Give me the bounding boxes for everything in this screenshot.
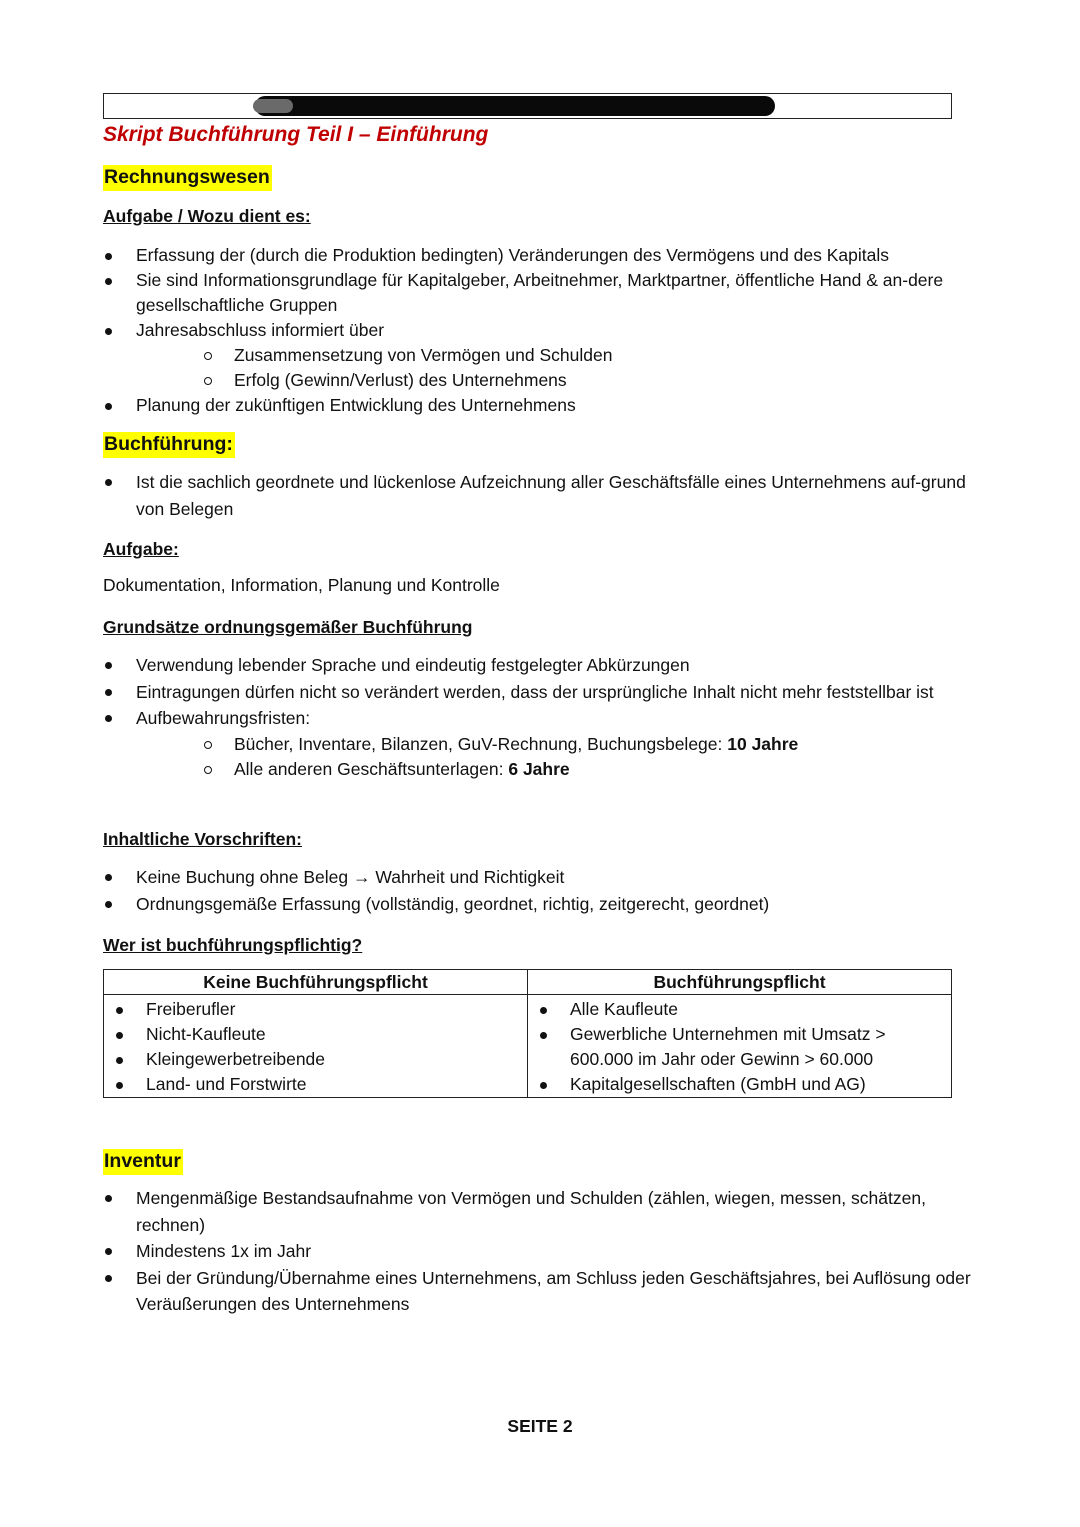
subheading-vorschriften: Inhaltliche Vorschriften: [103,829,303,849]
list-item: Sie sind Informationsgrundlage für Kapitalgeber, Arbeitnehmer, Marktpartner, öffentliche Hand & an-dere gesellschaftliche Gruppen [103,268,966,318]
redaction-bar [255,96,775,116]
subheading-pflicht: Wer ist buchführungspflichtig? [103,935,363,955]
list-item: Gewerbliche Unternehmen mit Umsatz > 600.000 im Jahr oder Gewinn > 60.000 [528,1022,947,1072]
subheading-grundsaetze: Grundsätze ordnungsgemäßer Buchführung [103,617,473,637]
frist-value: 6 Jahre [508,758,570,779]
list-item: Verwendung lebender Sprache und eindeutig festgelegter Abkürzungen [103,652,963,679]
sublist-aufbewahrungsfristen [136,732,963,782]
list-item-label: Jahresabschluss informiert über [136,320,385,340]
frist-value: 10 Jahre [727,733,799,754]
aufgabe-text: Dokumentation, Information, Planung und Kontrolle [103,575,500,595]
list-item: Nicht-Kaufleute [104,1022,523,1047]
sub-list-item: Zusammensetzung von Vermögen und Schulden [201,343,963,368]
list-item: Bei der Gründung/Übernahme eines Unternehmens, am Schluss jeden Geschäftsjahres, bei Auflösung oder Veräußerungen des Unternehmens [103,1265,976,1318]
list-item: Kapitalgesellschaften (GmbH und AG) [528,1072,947,1097]
list-item [103,318,963,393]
list-vorschriften [103,864,963,917]
list-rechnungswesen [103,243,963,418]
list-inventur [103,1185,971,1318]
redaction-bar-edge [253,99,293,113]
list-item [103,705,963,782]
list-item: Land- und Forstwirte [104,1072,523,1097]
sublist-jahresabschluss [136,343,963,393]
heading-rechnungswesen: Rechnungswesen [103,165,272,191]
pflicht-table [103,969,952,1098]
table-header-pflicht: Buchführungspflicht [528,970,952,995]
frist-text: Bücher, Inventare, Bilanzen, GuV-Rechnung, Buchungsbelege: [234,733,728,754]
sub-list-item [201,757,963,782]
subheading-aufgabe: Aufgabe: [103,539,179,559]
frist-text: Alle anderen Geschäftsunterlagen: [234,758,509,779]
list-item: Alle Kaufleute [528,997,947,1022]
document-title: Skript Buchführung Teil I – Einführung [103,123,489,146]
table-cell-keine-pflicht [104,995,528,1098]
table-header-keine-pflicht: Keine Buchführungspflicht [104,970,528,995]
list-item: Ordnungsgemäße Erfassung (vollständig, geordnet, richtig, zeitgerecht, geordnet) [103,891,963,918]
list-item: Erfassung der (durch die Produktion bedingten) Veränderungen des Vermögens und des Kapitals [103,243,963,268]
list-item: Kleingewerbetreibende [104,1047,523,1072]
list-item: Mindestens 1x im Jahr [103,1238,963,1265]
list-grundsaetze [103,652,963,782]
table-cell-pflicht [528,995,952,1098]
list-item: Keine Buchung ohne Beleg → Wahrheit und Richtigkeit [103,864,963,891]
list-item: Ist die sachlich geordnete und lückenlose Aufzeichnung aller Geschäftsfälle eines Unternehmens auf-grund von Belegen [103,469,966,522]
sub-list-item [201,732,963,757]
list-item: Mengenmäßige Bestandsaufnahme von Vermögen und Schulden (zählen, wiegen, messen, schätzen, rechnen) [103,1185,966,1238]
subheading-aufgabe-wozu: Aufgabe / Wozu dient es: [103,206,311,226]
heading-buchfuehrung: Buchführung: [103,432,235,458]
list-item: Eintragungen dürfen nicht so verändert werden, dass der ursprüngliche Inhalt nicht mehr feststellbar ist [103,679,966,706]
page-number: SEITE 2 [507,1416,573,1436]
list-item-label: Aufbewahrungsfristen: [136,708,311,728]
heading-inventur: Inventur [103,1149,183,1175]
list-pflicht [528,997,947,1097]
sub-list-item: Erfolg (Gewinn/Verlust) des Unternehmens [201,368,963,393]
list-keine-pflicht [104,997,523,1097]
list-item: Planung der zukünftigen Entwicklung des Unternehmens [103,393,963,418]
list-buchfuehrung [103,469,966,522]
list-item: Freiberufler [104,997,523,1022]
